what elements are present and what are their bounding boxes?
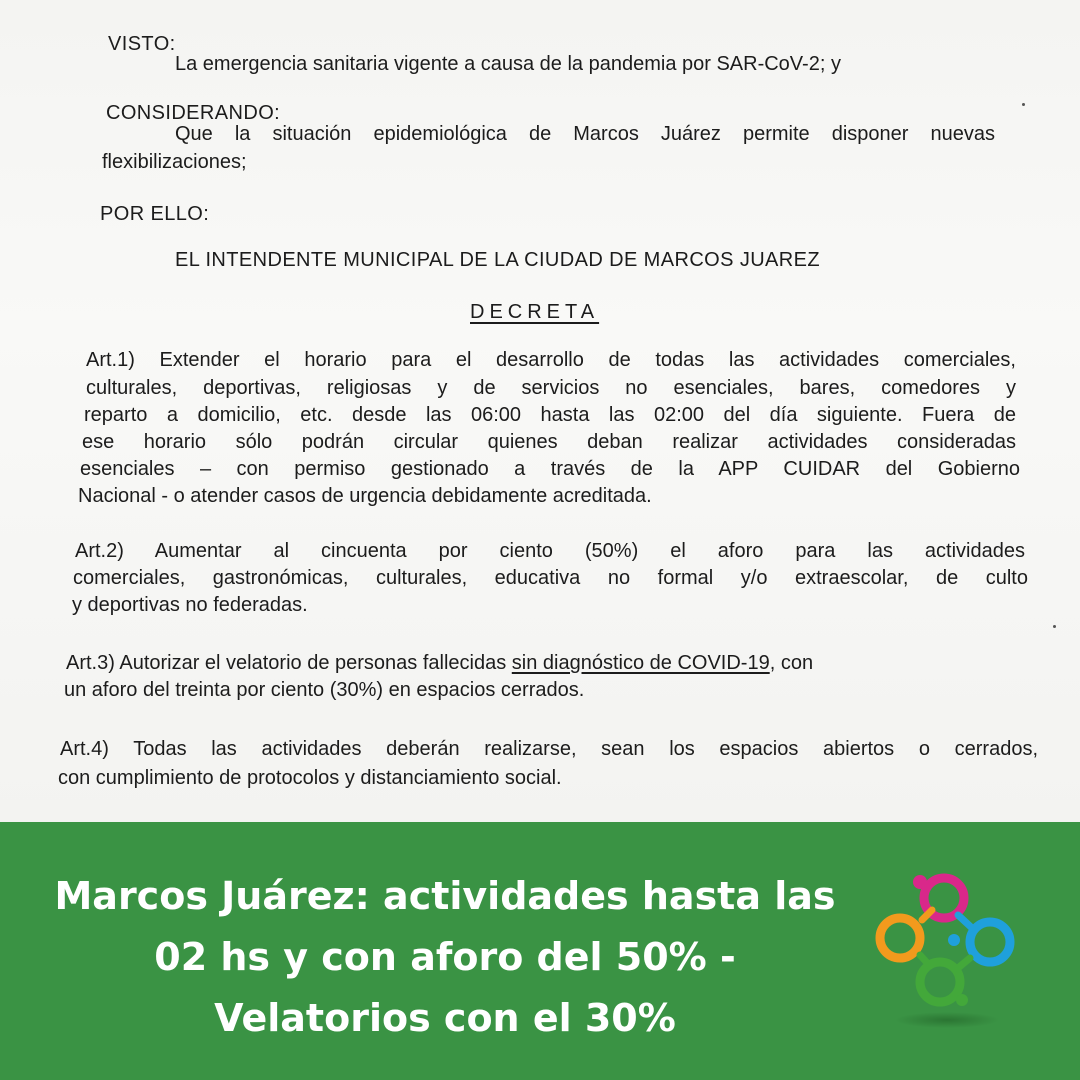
article-3-line-2: un aforo del treinta por ciento (30%) en espacios cerrados. [64,679,585,701]
molecule-logo-icon [862,860,1032,1035]
article-1-line: Art.1) Extender el horario para el desarrollo de todas las actividades comerciales, [86,349,1016,371]
article-1-line: Nacional - o atender casos de urgencia debidamente acreditada. [78,485,652,507]
por-ello-label: POR ELLO: [100,203,210,225]
paper-speck [1022,103,1025,106]
article-1-line: reparto a domicilio, etc. desde las 06:00 hasta las 02:00 del día siguiente. Fuera de [84,404,1016,426]
article-4-line: Art.4) Todas las actividades deberán realizarse, sean los espacios abiertos o cerrados, [60,738,1038,760]
decreta-heading: DECRETA [470,301,600,323]
authority-heading: EL INTENDENTE MUNICIPAL DE LA CIUDAD DE MARCOS JUAREZ [175,249,820,271]
visto-text: La emergencia sanitaria vigente a causa de la pandemia por SAR-CoV-2; y [175,53,841,75]
article-3-text-b: , con [769,652,814,674]
article-1-line: ese horario sólo podrán circular quienes deban realizar actividades consideradas [82,431,1016,453]
visto-label: VISTO: [108,33,176,55]
considerando-label: CONSIDERANDO: [106,102,281,124]
article-3-line-1 [66,651,813,675]
considerando-line-1: Que la situación epidemiológica de Marcos Juárez permite disponer nuevas [175,123,995,145]
article-4-line: con cumplimiento de protocolos y distanciamiento social. [58,767,562,789]
headline-line: Velatorios con el 30% [214,996,676,1040]
considerando-line-2: flexibilizaciones; [102,151,247,173]
covid-diagnosis-underlined: sin diagnóstico de COVID-19 [511,652,770,674]
article-2-line: y deportivas no federadas. [72,594,308,616]
headline [20,866,870,1049]
paper-speck [1053,625,1056,628]
article-3-text-a: Art.3) Autorizar el velatorio de personas fallecidas [66,652,512,674]
headline-line: 02 hs y con aforo del 50% - [154,935,736,979]
article-1-line: culturales, deportivas, religiosas y de servicios no esenciales, bares, comedores y [86,377,1016,399]
article-1-line: esenciales – con permiso gestionado a través de la APP CUIDAR del Gobierno [80,458,1020,480]
article-2-line: comerciales, gastronómicas, culturales, educativa no formal y/o extraescolar, de culto [73,567,1028,589]
headline-line: Marcos Juárez: actividades hasta las [54,874,836,918]
article-2-line: Art.2) Aumentar al cincuenta por ciento (50%) el aforo para las actividades [75,540,1025,562]
